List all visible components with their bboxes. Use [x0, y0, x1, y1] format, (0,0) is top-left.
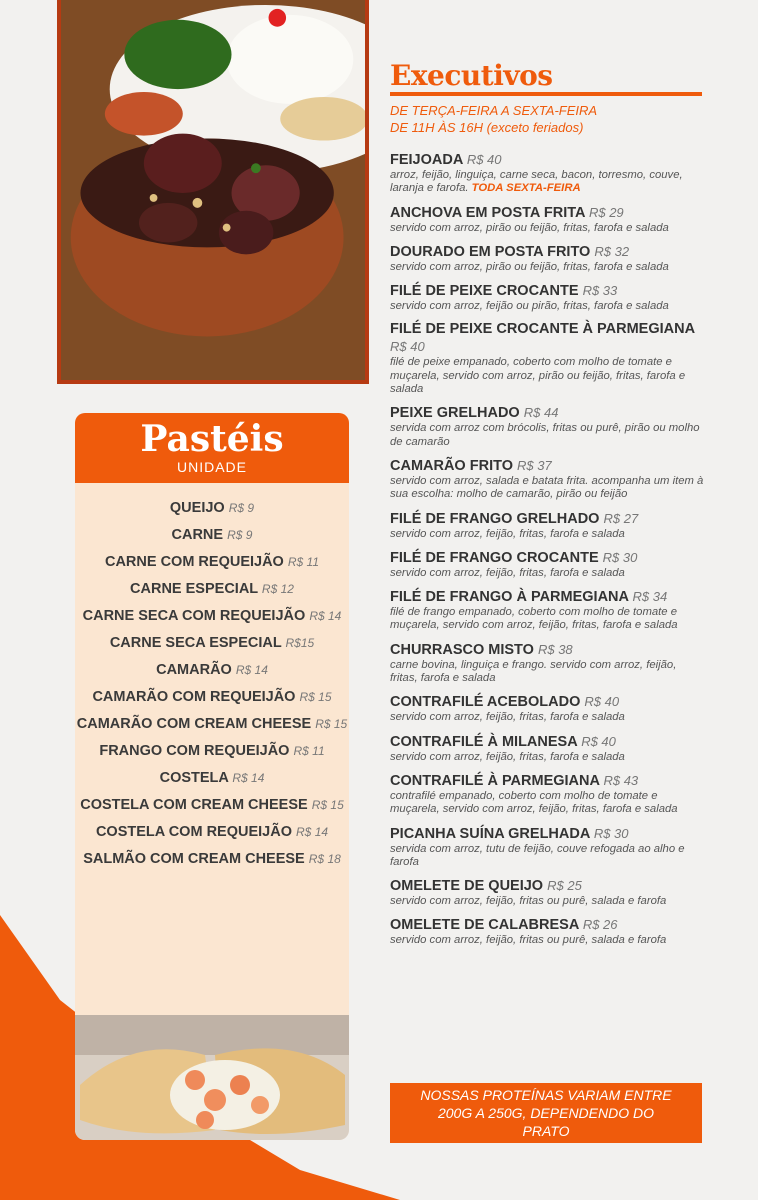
menu-item-title: [390, 825, 706, 843]
menu-item-tag: TODA SEXTA-FEIRA: [471, 182, 581, 195]
pastel-item: [75, 850, 349, 868]
pastel-item: [75, 553, 349, 571]
menu-item-title: [390, 404, 706, 422]
menu-item-name: CHURRASCO MISTO: [390, 641, 534, 658]
menu-item-price: R$ 26: [582, 917, 618, 933]
menu-item-name: CONTRAFILÉ À MILANESA: [390, 733, 578, 750]
pasteis-unit: UNIDADE: [176, 459, 247, 475]
menu-item-price: R$ 40: [466, 152, 502, 167]
menu-item-price: R$ 40: [581, 733, 616, 749]
executivos-days: DE TERÇA-FEIRA A SEXTA-FEIRA: [390, 103, 598, 118]
menu-item-description: [390, 606, 706, 633]
pastel-name: COSTELA: [159, 770, 229, 786]
menu-item-price: R$ 27: [603, 510, 639, 526]
menu-item-name: FILÉ DE FRANGO CROCANTE: [390, 549, 599, 566]
menu-item-desc-text: carne bovina, linguiça e frango. servido com arroz, feijão, fritas, farofa e salada: [390, 658, 677, 685]
menu-item-title: [390, 772, 706, 790]
pastel-price: R$ 11: [287, 555, 320, 569]
pastel-name: CARNE SECA COM REQUEIJÃO: [82, 608, 306, 624]
menu-item-description: [390, 790, 706, 817]
pastel-item: [75, 580, 349, 598]
menu-item-desc-text: servido com arroz, feijão, fritas, farofa e salada: [390, 750, 625, 763]
menu-item-description: [390, 895, 706, 908]
menu-item-price: R$ 30: [602, 549, 638, 565]
menu-item-name: PICANHA SUÍNA GRELHADA: [390, 825, 590, 842]
menu-item-price: R$ 34: [632, 589, 668, 605]
menu-item-desc-text: filé de peixe empanado, coberto com molho de tomate e muçarela, servido com arroz, pirão ou feijão, fritas, farofa e salada: [390, 356, 686, 396]
pasteis-title: Pastéis: [140, 418, 284, 460]
menu-item-title: [390, 877, 706, 895]
pastel-price: R$ 11: [293, 744, 325, 758]
menu-item-desc-text: servida com arroz, tutu de feijão, couve refogada ao alho e farofa: [390, 842, 685, 868]
menu-item-name: OMELETE DE CALABRESA: [390, 917, 579, 934]
pastel-name: SALMÃO COM CREAM CHEESE: [83, 851, 305, 867]
menu-item-price: R$ 40: [584, 694, 620, 710]
menu-item-title: [390, 510, 706, 528]
pastel-photo: [75, 1015, 349, 1140]
menu-item: [390, 733, 706, 764]
pastel-price: R$ 9: [228, 501, 255, 515]
menu-item-desc-text: servida com arroz com brócolis, fritas ou purê, pirão ou molho de camarão: [390, 422, 700, 448]
menu-item: [390, 404, 706, 449]
pasteis-panel: [75, 413, 349, 1140]
menu-item-desc-text: arroz, feijão, linguiça, carne seca, bacon, torresmo, couve, laranja e farofa.: [390, 169, 683, 195]
menu-item: [390, 510, 706, 541]
menu-item-description: [390, 934, 706, 947]
menu-item: [390, 321, 706, 396]
menu-item-description: [390, 567, 706, 580]
menu-item-title: [390, 457, 706, 475]
proteins-note: NOSSAS PROTEÍNAS VARIAM ENTRE 200G A 250G, DEPENDENDO DO PRATO: [390, 1083, 702, 1143]
menu-item-title: [390, 733, 706, 751]
pastel-item: [75, 499, 349, 517]
pastel-name: CAMARÃO COM REQUEIJÃO: [92, 689, 296, 705]
menu-item-name: PEIXE GRELHADO: [390, 405, 520, 422]
pastel-price: R$ 14: [296, 825, 329, 839]
menu-item-description: [390, 751, 706, 764]
menu-item-name: CONTRAFILÉ ACEBOLADO: [390, 694, 581, 711]
pastel-name: CAMARÃO: [156, 662, 232, 678]
menu-item-description: [390, 422, 706, 449]
pastel-price: R$ 9: [227, 528, 253, 542]
menu-item-description: [390, 356, 706, 396]
pastel-price: R$ 15: [311, 798, 344, 812]
menu-item: [390, 457, 706, 502]
menu-item-name: CONTRAFILÉ À PARMEGIANA: [390, 772, 600, 789]
menu-item-desc-text: servido com arroz, feijão, fritas, farofa e salada: [390, 566, 625, 579]
pastel-name: COSTELA COM REQUEIJÃO: [95, 824, 292, 840]
pastel-item: [75, 823, 349, 841]
pastel-price: R$ 18: [308, 852, 341, 866]
pastel-name: COSTELA COM CREAM CHEESE: [80, 797, 308, 813]
menu-item-desc-text: filé de frango empanado, coberto com molho de tomate e muçarela, servido com arroz, feijão, fritas, farofa e salada: [390, 606, 678, 632]
pastel-item: [75, 607, 349, 625]
menu-item-price: R$ 37: [517, 457, 552, 473]
menu-item: [390, 549, 706, 580]
menu-item: [390, 916, 706, 947]
menu-item-name: CAMARÃO FRITO: [390, 457, 513, 474]
menu-item-title: [390, 549, 706, 567]
pastel-name: CARNE: [171, 527, 224, 543]
menu-item: [390, 588, 706, 633]
menu-item-description: [390, 169, 706, 196]
pasteis-list: [75, 483, 349, 868]
pastel-item: [75, 634, 349, 652]
menu-item-price: R$ 29: [588, 204, 624, 220]
menu-item: [390, 877, 706, 908]
pastel-name: QUEIJO: [169, 500, 225, 516]
menu-item: [390, 772, 706, 817]
menu-item-name: FEIJOADA: [390, 152, 463, 168]
menu-item-price: R$ 33: [582, 283, 618, 299]
menu-item-price: R$ 32: [594, 243, 630, 259]
pastel-name: CAMARÃO COM CREAM CHEESE: [76, 716, 312, 732]
pastel-item: [75, 688, 349, 706]
menu-item: [390, 151, 706, 196]
menu-item-title: [390, 204, 706, 222]
menu-item: [390, 825, 706, 870]
menu-item-description: [390, 659, 706, 686]
menu-item-description: [390, 528, 706, 541]
executivos-title: Executivos: [390, 59, 553, 92]
menu-item-price: R$ 38: [537, 641, 573, 657]
menu-item-desc-text: servido com arroz, pirão ou feijão, fritas, farofa e salada: [390, 260, 669, 273]
menu-item-price: R$ 30: [593, 825, 629, 841]
menu-item-desc-text: servido com arroz, feijão, fritas ou purê, salada e farofa: [390, 895, 667, 908]
pastel-name: CARNE SECA ESPECIAL: [109, 635, 282, 651]
pastel-name: CARNE COM REQUEIJÃO: [104, 554, 284, 570]
menu-item-price: R$ 25: [547, 878, 582, 894]
menu-item-title: [390, 641, 706, 659]
menu-item-title: [390, 588, 706, 606]
menu-item-name: ANCHOVA EM POSTA FRITA: [390, 204, 585, 221]
executivos-list: [390, 151, 706, 948]
menu-item-description: [390, 843, 706, 870]
menu-item: [390, 204, 706, 235]
menu-item-name: FILÉ DE FRANGO À PARMEGIANA: [390, 589, 629, 606]
menu-item-desc-text: servido com arroz, pirão ou feijão, fritas, farofa e salada: [390, 221, 669, 234]
menu-item-title: [390, 916, 706, 934]
menu-item: [390, 243, 706, 274]
pastel-item: [75, 769, 349, 787]
menu-item-title: [390, 282, 706, 300]
menu-item-description: [390, 222, 706, 235]
menu-item-title: [390, 321, 706, 356]
menu-item-desc-text: servido com arroz, feijão, fritas, farofa e salada: [390, 711, 625, 724]
menu-item-desc-text: servido com arroz, feijão ou pirão, fritas, farofa e salada: [390, 300, 669, 313]
feijoada-photo: [57, 0, 369, 384]
pastel-item: [75, 742, 349, 760]
pastel-name: CARNE ESPECIAL: [130, 581, 258, 597]
pastel-price: R$ 15: [299, 690, 332, 704]
menu-item-name: DOURADO EM POSTA FRITO: [390, 243, 591, 260]
menu-item-desc-text: servido com arroz, salada e batata frita. acompanha um item à sua escolha: molho de camarão, pirão ou feijão: [390, 474, 704, 501]
executivos-hours: DE 11H ÀS 16H (exceto feriados): [390, 120, 584, 135]
menu-item: [390, 641, 706, 686]
pastel-price: R$15: [285, 636, 315, 650]
menu-item-title: [390, 151, 706, 169]
menu-item-title: [390, 693, 706, 711]
pastel-price: R$ 14: [235, 663, 268, 677]
menu-item-description: [390, 475, 706, 502]
menu-item-price: R$ 44: [523, 405, 559, 421]
menu-item-name: FILÉ DE PEIXE CROCANTE: [390, 283, 579, 300]
menu-item-title: [390, 243, 706, 261]
menu-item-description: [390, 300, 706, 313]
menu-item-desc-text: servido com arroz, feijão, fritas ou purê, salada e farofa: [390, 934, 667, 947]
menu-item-name: FILÉ DE PEIXE CROCANTE À PARMEGIANA: [390, 321, 695, 338]
menu-item-description: [390, 261, 706, 274]
pastel-name: FRANGO COM REQUEIJÃO: [99, 743, 290, 759]
executivos-schedule: [390, 102, 706, 136]
pastel-price: R$ 15: [315, 717, 348, 731]
pastel-item: [75, 661, 349, 679]
pastel-item: [75, 715, 349, 733]
menu-item-name: OMELETE DE QUEIJO: [390, 878, 544, 895]
menu-item-price: R$ 40: [390, 339, 425, 355]
pastel-item: [75, 796, 349, 814]
menu-item-desc-text: contrafilé empanado, coberto com molho de tomate e muçarela, servido com arroz, feijão, fritas, farofa e salada: [390, 789, 678, 816]
pastel-price: R$ 12: [261, 582, 294, 596]
menu-item: [390, 282, 706, 313]
executivos-section: [390, 58, 706, 956]
menu-item-desc-text: servido com arroz, feijão, fritas, farofa e salada: [390, 527, 625, 540]
menu-item-description: [390, 711, 706, 724]
pastel-item: [75, 526, 349, 544]
pastel-price: R$ 14: [309, 609, 342, 623]
menu-item: [390, 693, 706, 724]
pasteis-header: [75, 413, 349, 483]
pastel-price: R$ 14: [232, 771, 265, 785]
menu-item-name: FILÉ DE FRANGO GRELHADO: [390, 510, 600, 527]
menu-item-price: R$ 43: [603, 772, 639, 788]
